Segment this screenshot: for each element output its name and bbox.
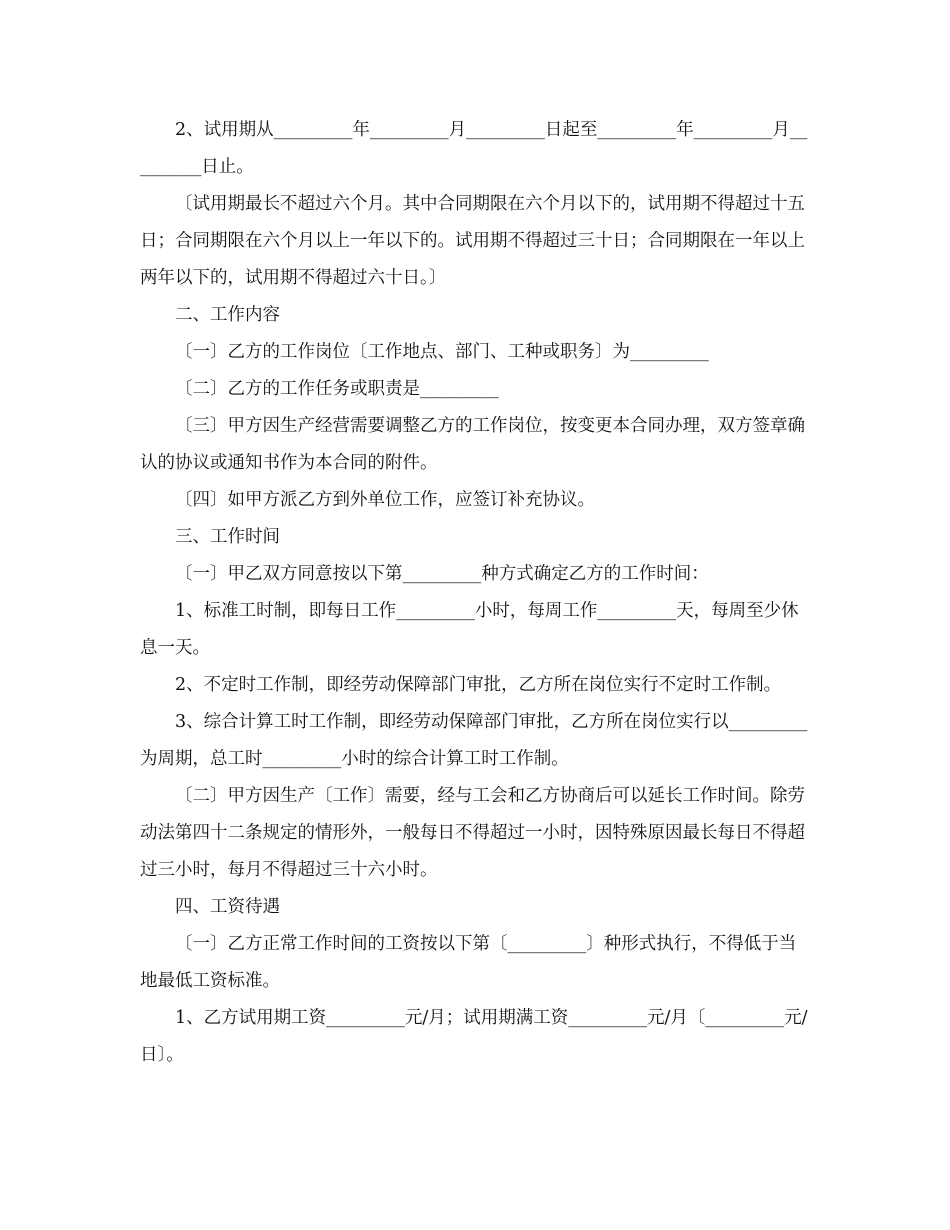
comprehensive-hours-clause: 3、综合计算工时工作制，即经劳动保障部门审批，乙方所在岗位实行以_________为周期，总工时_________小时的综合计算工时工作制。 [140,712,808,769]
overtime-clause: 〔二〕甲方因生产〔工作〕需要，经与工会和乙方协商后可以延长工作时间。除劳动法第四十二条规定的情形外，一般每日不得超过一小时，因特殊原因最长每日不得超过三小时，每月不得超过三十六小时。 [140,786,805,880]
document-body [140,112,810,1074]
probation-wage-clause: 1、乙方试用期工资_________元/月；试用期满工资_________元/月〔_________元/日〕。 [140,1008,808,1065]
job-position-clause: 〔一〕乙方的工作岗位〔工作地点、部门、工种或职务〕为_________ [175,342,709,362]
section-heading-working-hours: 三、工作时间 [175,527,280,547]
probation-period-clause: 2、试用期从_________年_________月_________日起至_________年_________月_________日止。 [140,120,808,177]
job-duties-clause: 〔二〕乙方的工作任务或职责是_________ [175,379,499,399]
flexible-hours-clause: 2、不定时工作制，即经劳动保障部门审批，乙方所在岗位实行不定时工作制。 [175,675,782,695]
working-hours-method-clause: 〔一〕甲乙双方同意按以下第_________种方式确定乙方的工作时间： [175,564,709,584]
section-heading-job-content: 二、工作内容 [175,305,280,325]
section-heading-wages: 四、工资待遇 [175,897,280,917]
standard-hours-clause: 1、标准工时制，即每日工作_________小时，每周工作_________天，每周至少休息一天。 [140,601,799,658]
wage-form-clause: 〔一〕乙方正常工作时间的工资按以下第〔_________〕种形式执行，不得低于当地最低工资标准。 [140,934,797,991]
probation-limit-note: 〔试用期最长不超过六个月。其中合同期限在六个月以下的，试用期不得超过十五日；合同期限在六个月以上一年以下的。试用期不得超过三十日；合同期限在一年以上两年以下的，试用期不得超过六十日。〕 [140,194,805,288]
position-adjustment-clause: 〔三〕甲方因生产经营需要调整乙方的工作岗位，按变更本合同办理，双方签章确认的协议或通知书作为本合同的附件。 [140,416,805,473]
external-assignment-clause: 〔四〕如甲方派乙方到外单位工作，应签订补充协议。 [175,490,595,510]
